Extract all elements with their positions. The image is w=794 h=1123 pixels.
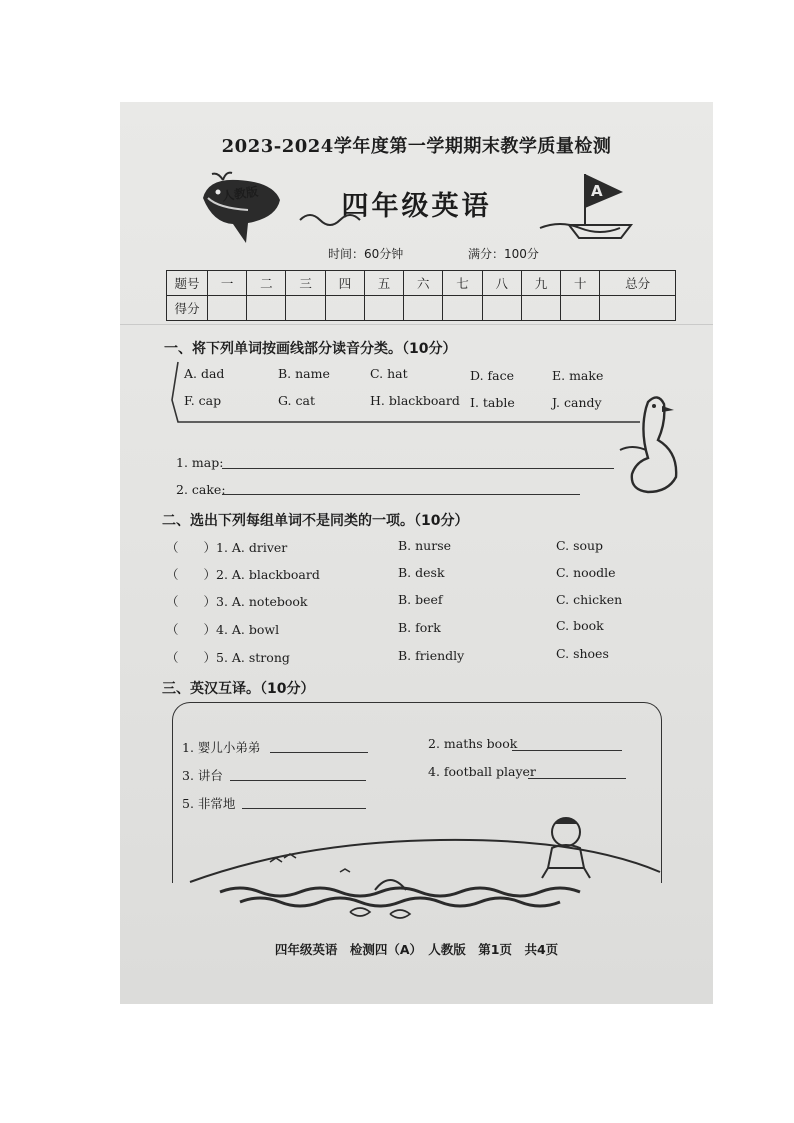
table-row [167, 296, 676, 321]
score-cell[interactable] [600, 296, 676, 321]
answer-line[interactable] [270, 752, 368, 753]
publisher-badge: 人教版 [221, 184, 259, 204]
choice-b: B. fork [398, 620, 441, 635]
answer-line[interactable] [222, 494, 580, 495]
answer-label: 2. cake: [176, 482, 226, 497]
beach-scene-illustration [180, 802, 680, 932]
question-item: （ ）4. A. bowl [166, 622, 280, 637]
score-cell[interactable] [247, 296, 286, 321]
question-item: （ ）1. A. driver [166, 540, 288, 555]
option: H. blackboard [370, 393, 460, 408]
section3-heading: 三、英汉互译。（10分） [162, 681, 315, 697]
score-cell[interactable] [208, 296, 247, 321]
exam-paper [120, 102, 713, 1004]
exam-title: 2023-2024学年度第一学期期末教学质量检测 [221, 136, 612, 157]
question-item: （ ）2. A. blackboard [166, 567, 320, 582]
column-header: 九 [521, 271, 560, 296]
score-cell[interactable] [325, 296, 364, 321]
choice-b: B. friendly [398, 648, 465, 663]
option: J. candy [552, 395, 602, 410]
translation-item: 2. maths book [428, 736, 518, 751]
translation-item: 1. 婴儿小弟弟 [182, 740, 261, 755]
column-header: 二 [247, 271, 286, 296]
section1-heading: 一、将下列单词按画线部分读音分类。（10分） [164, 341, 457, 357]
column-header: 十 [561, 271, 600, 296]
option: B. name [278, 366, 330, 381]
score-cell[interactable] [364, 296, 403, 321]
option: D. face [470, 368, 515, 383]
column-header: 六 [404, 271, 443, 296]
score-cell[interactable] [561, 296, 600, 321]
page-footer: 四年级英语 检测四（A） 人教版 第1页 共4页 [274, 942, 559, 957]
answer-line[interactable] [222, 468, 614, 469]
time-label: 时间：60分钟 [328, 247, 404, 261]
option: E. make [552, 368, 604, 383]
score-cell[interactable] [521, 296, 560, 321]
subject-title: 四年级英语 [341, 191, 492, 222]
row-label: 得分 [167, 296, 208, 321]
score-label: 满分：100分 [468, 247, 539, 261]
column-header: 三 [286, 271, 325, 296]
choice-c: C. book [556, 618, 604, 633]
question-item: （ ）3. A. notebook [166, 594, 308, 609]
table-row [167, 271, 676, 296]
column-header: 八 [482, 271, 521, 296]
column-header: 五 [364, 271, 403, 296]
choice-c: C. shoes [556, 646, 609, 661]
section2-heading: 二、选出下列每组单词不是同类的一项。（10分） [162, 513, 469, 529]
choice-c: C. chicken [556, 592, 623, 607]
score-cell[interactable] [404, 296, 443, 321]
option: G. cat [278, 393, 315, 408]
answer-line[interactable] [512, 750, 622, 751]
translation-item: 3. 讲台 [182, 768, 223, 783]
translation-item: 4. football player [428, 764, 536, 779]
choice-c: C. soup [556, 538, 604, 553]
score-cell[interactable] [286, 296, 325, 321]
column-header: 四 [325, 271, 364, 296]
choice-b: B. nurse [398, 538, 452, 553]
option: A. dad [184, 366, 225, 381]
column-header: 七 [443, 271, 482, 296]
choice-b: B. beef [398, 592, 443, 607]
goose-icon [618, 392, 688, 502]
question-item: （ ）5. A. strong [166, 650, 290, 665]
answer-line[interactable] [528, 778, 626, 779]
translation-item: 5. 非常地 [182, 796, 236, 811]
option: F. cap [184, 393, 222, 408]
answer-line[interactable] [230, 780, 366, 781]
column-header: 一 [208, 271, 247, 296]
paper-fold [120, 324, 713, 325]
score-table [166, 270, 676, 321]
option: I. table [470, 395, 515, 410]
column-header: 总分 [600, 271, 676, 296]
flag-letter: A [591, 182, 603, 200]
row-label: 题号 [167, 271, 208, 296]
choice-c: C. noodle [556, 565, 616, 580]
option: C. hat [370, 366, 408, 381]
score-cell[interactable] [443, 296, 482, 321]
score-cell[interactable] [482, 296, 521, 321]
answer-label: 1. map: [176, 455, 224, 470]
choice-b: B. desk [398, 565, 445, 580]
